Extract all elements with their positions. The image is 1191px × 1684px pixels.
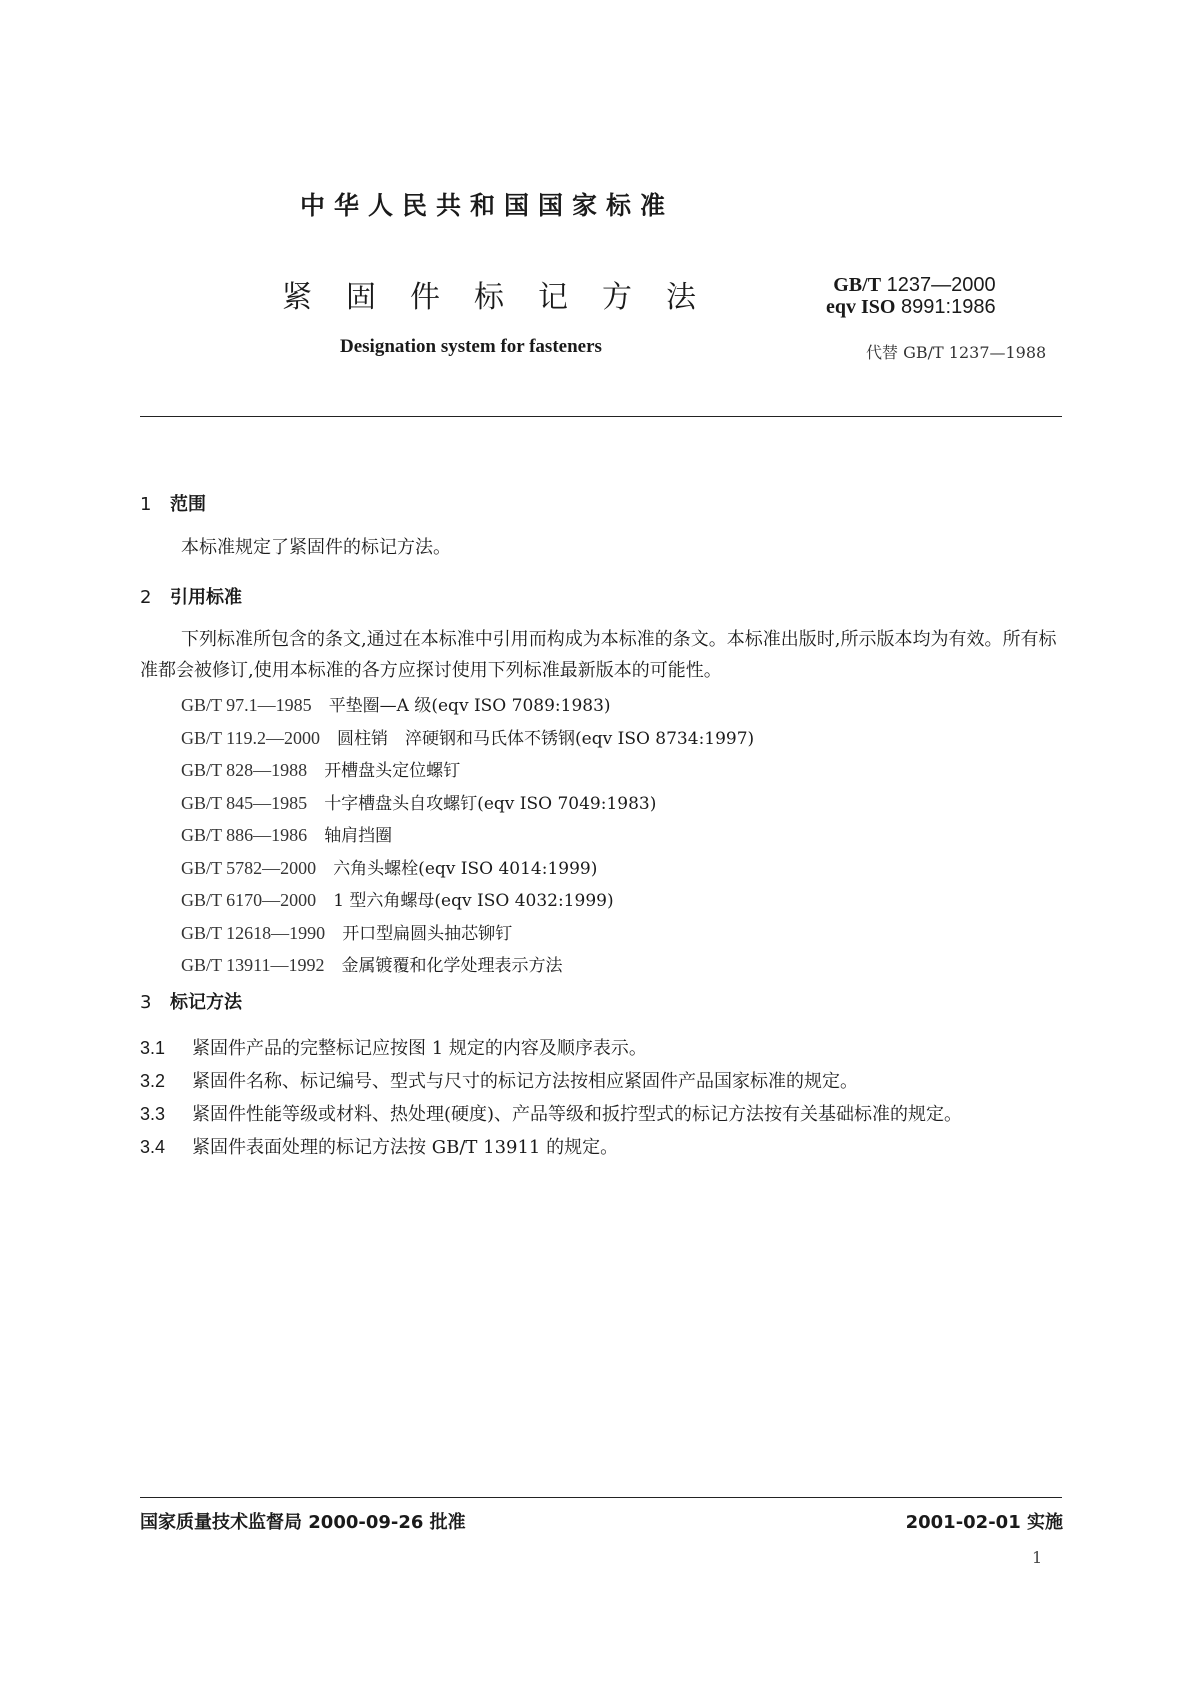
reference-title: 圆柱销 淬硬钢和马氏体不锈钢(eqv ISO 8734:1997)	[337, 728, 755, 749]
scope-paragraph: 本标准规定了紧固件的标记方法。	[181, 537, 451, 558]
reference-title: 六角头螺栓(eqv ISO 4014:1999)	[333, 858, 598, 879]
normative-intro-paragraph: 下列标准所包含的条文,通过在本标准中引用而构成为本标准的条文。本标准出版时,所示版本均为有效。所有标准都会被修订,使用本标准的各方应探讨使用下列标准最新版本的可能性。	[140, 629, 1057, 681]
reference-code: GB/T 828—1988	[181, 760, 308, 780]
gbt-number: 1237—2000	[886, 274, 996, 296]
standard-code-block	[826, 274, 996, 318]
gbt-prefix: GB/T	[833, 274, 882, 296]
marking-clauses	[140, 1032, 962, 1164]
clause	[140, 1065, 962, 1098]
reference-item	[181, 723, 754, 756]
reference-code: GB/T 119.2—2000	[181, 727, 321, 748]
clause-number: 3.1	[140, 1038, 166, 1058]
replaces-note: 代替 GB/T 1237—1988	[866, 343, 1047, 362]
reference-code: GB/T 97.1—1985	[181, 695, 312, 715]
org-title: 中华人民共和国国家标准	[300, 191, 675, 220]
effective-date: 2001-02-01 实施	[905, 1512, 1063, 1533]
reference-code: GB/T 6170—2000	[181, 890, 317, 910]
eqv-code-line	[826, 296, 996, 318]
reference-code: GB/T 845—1985	[181, 792, 308, 813]
clause-number: 3.4	[140, 1137, 166, 1157]
reference-code: GB/T 12618—1990	[181, 922, 326, 943]
reference-item	[181, 788, 754, 821]
section-number: 3	[140, 992, 152, 1013]
reference-title: 开槽盘头定位螺钉	[324, 761, 461, 781]
eqv-number: 8991:1986	[901, 296, 996, 318]
page-number: 1	[1032, 1548, 1043, 1567]
reference-list	[181, 690, 754, 983]
section-number: 1	[140, 494, 152, 515]
reference-title: 开口型扁圆头抽芯铆钉	[342, 923, 513, 944]
gbt-code-line	[826, 274, 996, 296]
reference-title: 平垫圈—A 级(eqv ISO 7089:1983)	[328, 696, 611, 716]
section-2-heading	[140, 583, 242, 609]
reference-item	[181, 755, 754, 788]
reference-item	[181, 690, 754, 723]
document-title: 紧固件标记方法	[282, 280, 730, 315]
reference-item	[181, 885, 754, 918]
eqv-prefix: eqv ISO	[826, 296, 896, 318]
clause-text: 紧固件名称、标记编号、型式与尺寸的标记方法按相应紧固件产品国家标准的规定。	[192, 1071, 858, 1092]
reference-title: 轴肩挡圈	[324, 826, 393, 846]
section-title: 范围	[170, 494, 206, 515]
reference-item	[181, 950, 754, 983]
reference-code: GB/T 5782—2000	[181, 857, 317, 878]
reference-item	[181, 820, 754, 853]
clause-number: 3.2	[140, 1071, 166, 1091]
section-3-heading	[140, 988, 242, 1014]
clause-text: 紧固件产品的完整标记应按图 1 规定的内容及顺序表示。	[192, 1038, 647, 1059]
reference-item	[181, 918, 754, 951]
reference-item	[181, 853, 754, 886]
section-1-heading	[140, 490, 206, 516]
header-divider	[140, 416, 1062, 417]
reference-title: 金属镀覆和化学处理表示方法	[341, 956, 563, 976]
clause	[140, 1098, 962, 1131]
clause-text: 紧固件表面处理的标记方法按 GB/T 13911 的规定。	[192, 1137, 619, 1158]
clause-text: 紧固件性能等级或材料、热处理(硬度)、产品等级和扳拧型式的标记方法按有关基础标准的规定。	[192, 1104, 963, 1125]
clause	[140, 1131, 962, 1164]
approval-line: 国家质量技术监督局 2000-09-26 批准	[140, 1512, 466, 1533]
section-title: 标记方法	[170, 992, 242, 1013]
section-number: 2	[140, 587, 152, 608]
reference-code: GB/T 886—1986	[181, 825, 308, 845]
clause-number: 3.3	[140, 1104, 166, 1124]
english-title: Designation system for fasteners	[340, 336, 602, 357]
section-title: 引用标准	[170, 587, 242, 608]
reference-code: GB/T 13911—1992	[181, 955, 325, 975]
reference-title: 十字槽盘头自攻螺钉(eqv ISO 7049:1983)	[324, 793, 657, 814]
clause	[140, 1032, 962, 1065]
footer-divider	[140, 1497, 1062, 1498]
reference-title: 1 型六角螺母(eqv ISO 4032:1999)	[333, 891, 614, 911]
